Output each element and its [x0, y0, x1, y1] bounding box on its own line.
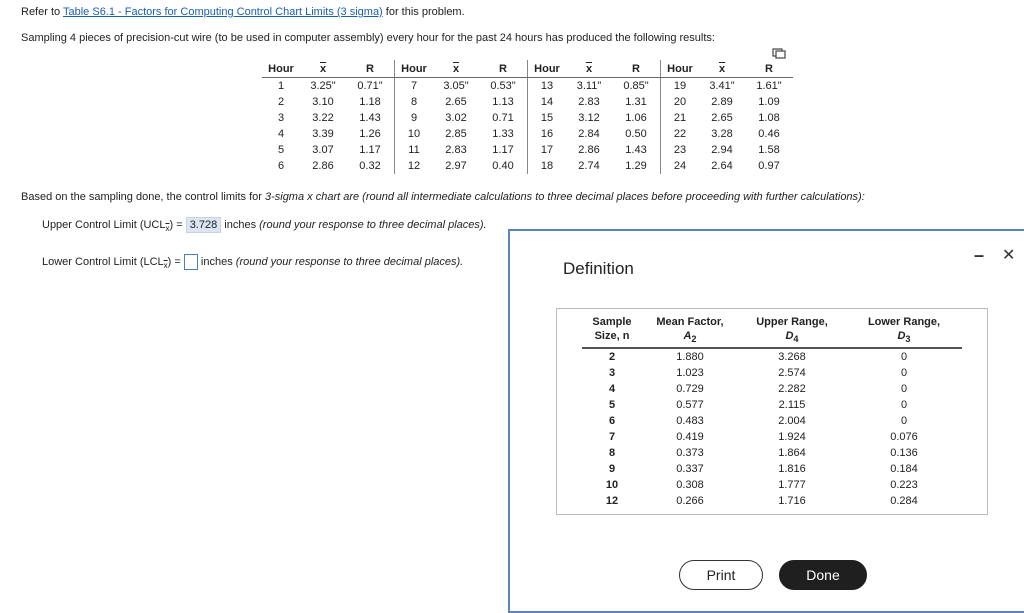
sample-table-header: [262, 60, 793, 78]
col-r: R: [745, 60, 793, 78]
col-d3: Lower Range, $D_3$: [846, 315, 962, 348]
col-hour: Hour: [528, 60, 567, 78]
table-row: 6 2.86 0.32 12 2.97 0.40 18 2.74 1.29 24 2.64 0.97: [277, 160, 780, 172]
ucl-line: Upper Control Limit $(UCL_{\overline{x}}) = 3.728$ inches (round your response to three decimal places).: [42, 219, 487, 234]
table-row: 2 1.880 3.268 0: [608, 351, 908, 363]
table-row: 4 0.729 2.282 0: [608, 383, 908, 395]
table-row: 5 3.07 1.17 11 2.83 1.17 17 2.86 1.43 23 2.94 1.58: [277, 144, 780, 156]
minimize-button[interactable]: –: [974, 245, 985, 265]
table-row: 10 0.308 1.777 0.223: [605, 479, 918, 491]
rounding-instruction: (round all intermediate calculations to three decimal places before proceeding with further calculations):: [362, 191, 865, 203]
col-sample-size: Sample Size, n: [582, 315, 642, 348]
col-hour: Hour: [395, 60, 434, 78]
table-row: 4 3.39 1.26 10 2.85 1.33 16 2.84 0.50 22 3.28 0.46: [277, 128, 780, 140]
factors-table: [582, 315, 962, 509]
col-xbar: $\overline{x}$: [699, 60, 745, 78]
definition-dialog: [508, 229, 1024, 613]
factors-table-link[interactable]: Table S6.1 - Factors for Computing Control Chart Limits (3 sigma): [63, 6, 383, 18]
lcl-answer-input[interactable]: [184, 254, 198, 270]
col-r: R: [346, 60, 395, 78]
col-d4: Upper Range, $D_4$: [738, 315, 846, 348]
question-text: Based on the sampling done, the control limits for 3-sigma x chart are (round all intermediate calculations to three decimal places before proceeding with further calculations):: [21, 191, 865, 203]
close-button[interactable]: ✕: [1002, 247, 1016, 264]
print-button[interactable]: Print: [679, 560, 763, 590]
table-row: 7 0.419 1.924 0.076: [608, 431, 918, 443]
table-row: 9 0.337 1.816 0.184: [608, 463, 918, 475]
factors-header: [582, 315, 962, 348]
col-hour: Hour: [262, 60, 300, 78]
table-row: 3 3.22 1.43 9 3.02 0.71 15 3.12 1.06 21 2.65 1.08: [277, 112, 780, 124]
table-row: 6 0.483 2.004 0: [608, 415, 908, 427]
col-xbar: $\overline{x}$: [300, 60, 346, 78]
table-row: 5 0.577 2.115 0: [608, 399, 908, 411]
done-button[interactable]: Done: [779, 560, 867, 590]
problem-text: Sampling 4 pieces of precision-cut wire (to be used in computer assembly) every hour for the past 24 hours has produced the following results:: [21, 32, 715, 44]
dialog-title: Definition: [563, 259, 634, 278]
table-row: 12 0.266 1.716 0.284: [605, 495, 918, 507]
table-row: 2 3.10 1.18 8 2.65 1.13 14 2.83 1.31 20 2.89 1.09: [277, 96, 780, 108]
col-r: R: [612, 60, 661, 78]
sample-data-table: [262, 60, 793, 174]
col-xbar: $\overline{x}$: [433, 60, 479, 78]
lcl-line: Lower Control Limit $(LCL_{\overline{x}})$ = inches (round your response to three decimal places).: [42, 255, 464, 271]
table-row: 3 1.023 2.574 0: [608, 367, 908, 379]
table-row: 8 0.373 1.864 0.136: [608, 447, 918, 459]
col-a2: Mean Factor, $A_2$: [642, 315, 738, 348]
table-row: 1 3.25" 0.71" 7 3.05" 0.53" 13 3.11" 0.85" 19 3.41" 1.61": [262, 78, 793, 95]
ucl-answer-field[interactable]: 3.728: [186, 217, 222, 233]
intro-line: Refer to Table S6.1 - Factors for Computing Control Chart Limits (3 sigma) for this problem.: [21, 6, 465, 18]
factors-panel: [556, 308, 988, 515]
col-hour: Hour: [661, 60, 700, 78]
col-xbar: $\overline{x}$: [566, 60, 612, 78]
col-r: R: [479, 60, 528, 78]
copy-icon[interactable]: [772, 47, 786, 59]
chart-name: 3-sigma x chart are: [264, 191, 363, 203]
